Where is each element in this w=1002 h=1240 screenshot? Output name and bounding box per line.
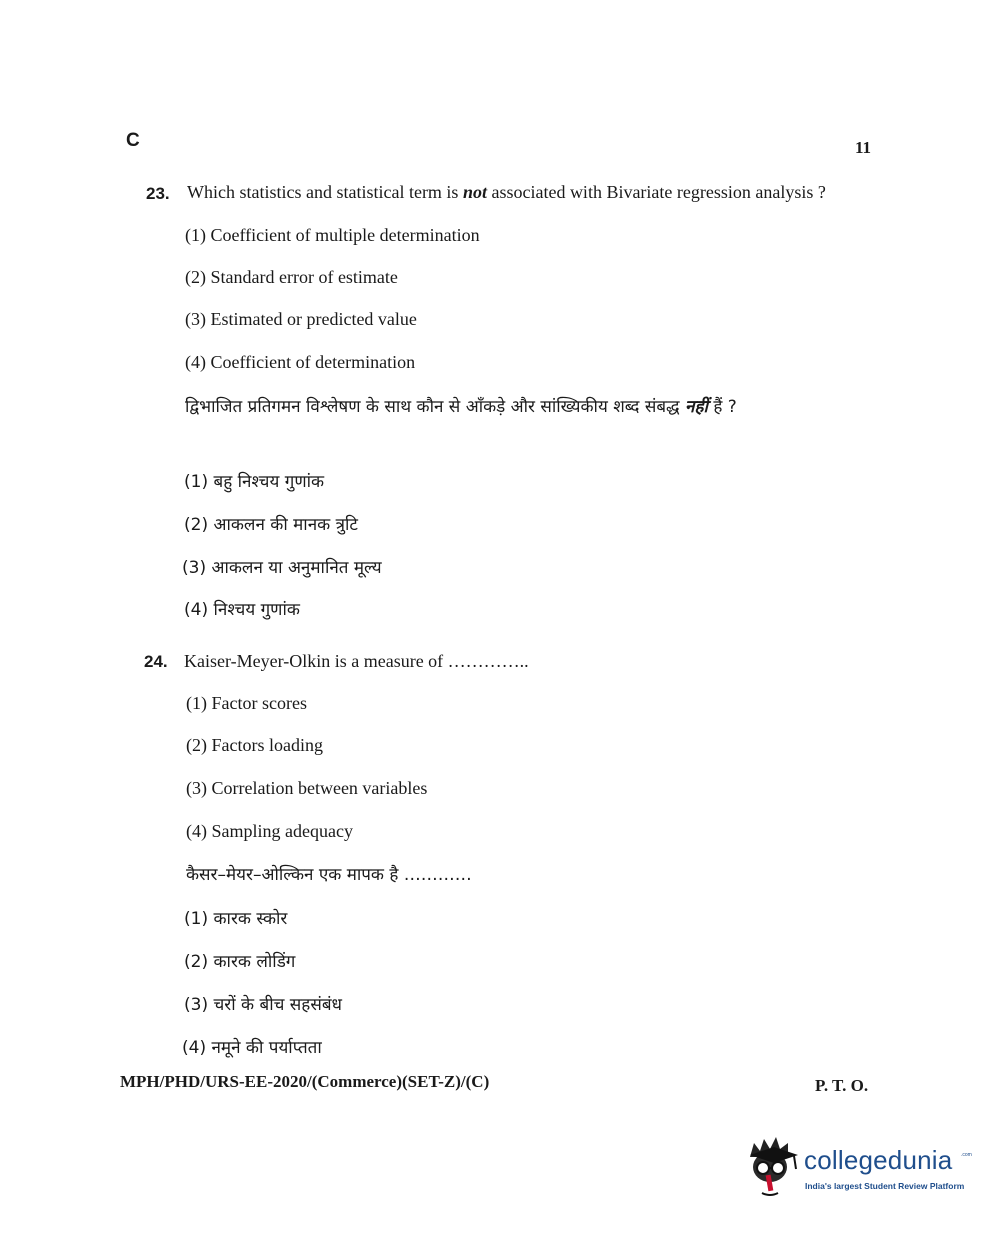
set-letter: C [126,130,140,151]
stem-text: associated with Bivariate regression analysis ? [486,182,826,202]
option-1-hindi: (1) कारक स्कोर [184,909,288,929]
question-stem-hindi: कैसर–मेयर–ओल्किन एक मापक है ………… [186,865,472,885]
option-3: (3) Estimated or predicted value [185,309,417,329]
option-1: (1) Factor scores [186,693,307,713]
stem-emphasis: नहीं [685,397,708,417]
option-2: (2) Standard error of estimate [185,267,398,287]
stem-text: द्विभाजित प्रतिगमन विश्लेषण के साथ कौन से आँकड़े और सांख्यिकीय शब्द संबद्ध [185,397,686,417]
option-3: (3) Correlation between variables [186,778,428,798]
option-3-hindi: (3) चरों के बीच सहसंबंध [184,995,342,1015]
question-number: 24. [144,652,168,671]
brand-name: collegedunia [804,1145,953,1175]
stem-text: Which statistics and statistical term is [187,182,463,202]
option-4: (4) Coefficient of determination [185,352,416,372]
option-4: (4) Sampling adequacy [186,821,353,841]
brand-domain-suffix: .com [961,1152,972,1158]
page-number: 11 [855,138,872,157]
option-1-hindi: (1) बहु निश्चय गुणांक [184,472,325,492]
option-4-hindi: (4) निश्चय गुणांक [184,600,300,620]
mascot-icon [744,1135,802,1197]
brand-tagline: India's largest Student Review Platform [805,1181,965,1191]
stem-emphasis: not [462,182,487,202]
collegedunia-logo [744,1135,974,1197]
question-stem [187,182,826,203]
option-4-hindi: (4) नमूने की पर्याप्तता [182,1038,322,1058]
question-stem-hindi [185,392,870,422]
option-2-hindi: (2) आकलन की मानक त्रुटि [184,515,358,535]
option-2: (2) Factors loading [186,735,323,755]
stem-text: हैं ? [707,397,737,417]
option-3-hindi: (3) आकलन या अनुमानित मूल्य [182,558,382,578]
option-2-hindi: (2) कारक लोडिंग [184,952,296,972]
paper-code: MPH/PHD/URS-EE-2020/(Commerce)(SET-Z)/(C) [120,1072,490,1091]
question-stem: Kaiser-Meyer-Olkin is a measure of ………….. [184,651,529,671]
pto-label: P. T. O. [815,1076,869,1095]
question-number: 23. [146,184,170,203]
option-1: (1) Coefficient of multiple determination [185,225,480,245]
